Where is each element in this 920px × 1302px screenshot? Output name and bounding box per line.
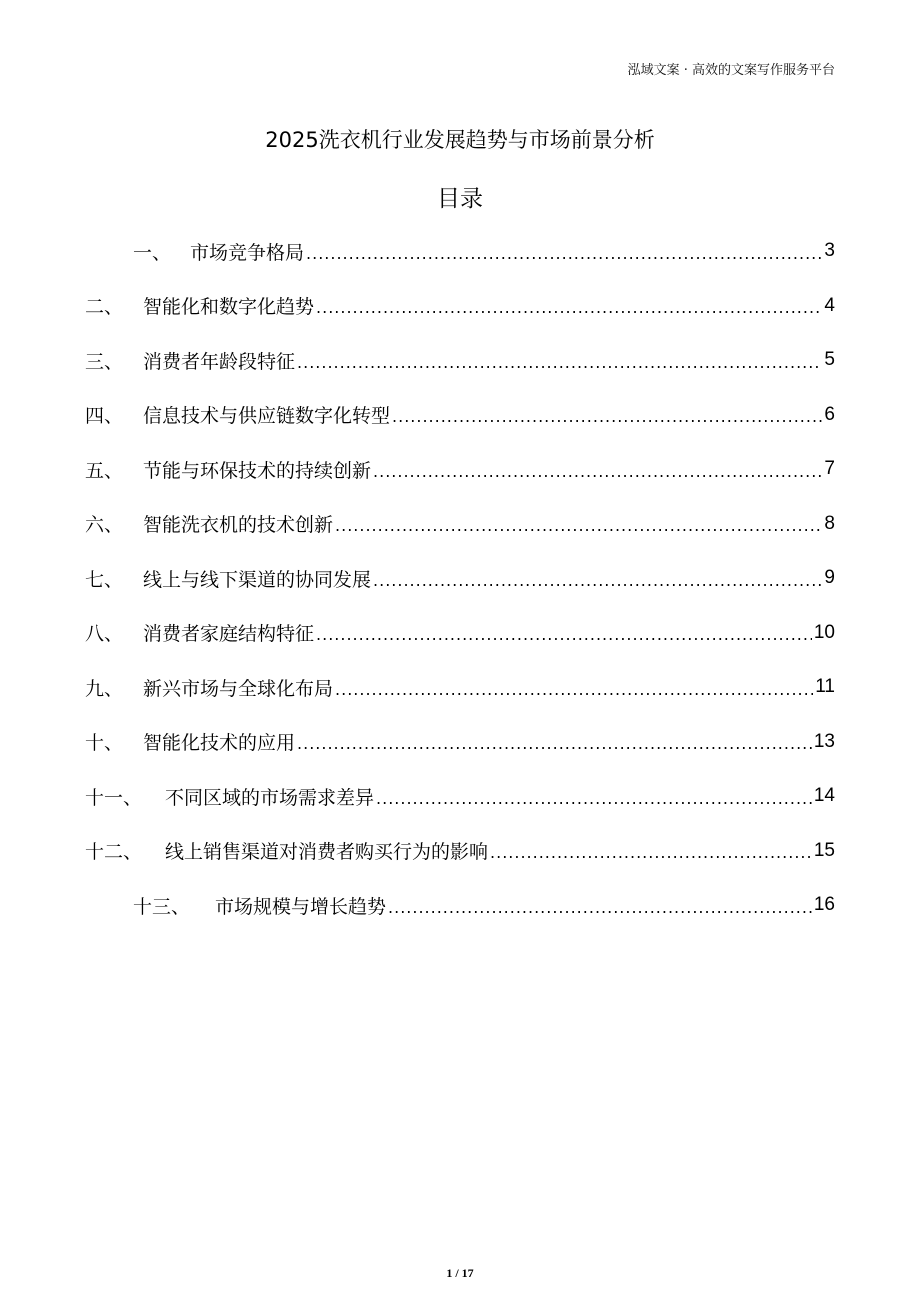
dot-leader [297, 734, 812, 753]
dot-leader [335, 680, 813, 699]
toc-entry-page: 11 [815, 676, 835, 697]
dot-leader [335, 516, 822, 535]
toc-entry-title: 新兴市场与全球化布局 [143, 677, 334, 700]
toc-entry-page: 7 [824, 458, 835, 479]
toc-entry[interactable] [133, 237, 835, 265]
toc-entry-page: 15 [813, 839, 835, 861]
toc-entry-title: 智能洗衣机的技术创新 [143, 514, 334, 536]
toc-entry-number: 六、 [85, 514, 124, 536]
toc-entry-page: 9 [824, 567, 835, 588]
toc-entry-title: 市场规模与增长趋势 [215, 895, 387, 918]
toc-entry-title: 消费者年龄段特征 [143, 350, 296, 373]
toc-entry-page: 5 [824, 349, 835, 370]
dot-leader [376, 789, 812, 808]
toc-entry[interactable] [85, 728, 835, 756]
dot-leader [316, 298, 822, 317]
toc-entry[interactable] [85, 346, 835, 374]
toc-entry[interactable] [85, 455, 835, 483]
toc-entry-number: 十、 [85, 732, 124, 754]
toc-entry[interactable] [133, 891, 835, 919]
toc-entry[interactable] [85, 673, 835, 701]
toc-entry[interactable] [85, 782, 835, 810]
toc-entry[interactable] [85, 837, 835, 865]
toc-entry-page: 10 [813, 621, 835, 643]
toc-entry-page: 6 [824, 403, 835, 425]
toc-entry-title: 不同区域的市场需求差异 [165, 786, 375, 809]
document-title: 2025洗衣机行业发展趋势与市场前景分析 [265, 128, 655, 152]
toc-entry-title: 信息技术与供应链数字化转型 [143, 405, 391, 427]
toc-entry-number: 三、 [85, 350, 124, 373]
toc-entry-page: 8 [824, 512, 835, 534]
dot-leader [392, 407, 822, 426]
dot-leader [373, 571, 822, 590]
toc-entry-number: 十三、 [133, 895, 191, 918]
toc-entry[interactable] [85, 401, 835, 429]
toc-entry-number: 十一、 [85, 786, 143, 809]
toc-entry-page: 3 [824, 240, 835, 261]
dot-leader [388, 898, 812, 917]
toc-entry-page: 14 [813, 785, 835, 806]
toc-entry-number: 七、 [85, 568, 124, 591]
toc-entry-title: 线上销售渠道对消费者购买行为的影响 [165, 841, 489, 863]
toc-entry-page: 13 [813, 730, 835, 752]
toc-entry-title: 智能化技术的应用 [143, 732, 296, 754]
toc-entry-title: 线上与线下渠道的协同发展 [143, 568, 372, 591]
toc-heading: 目录 [437, 186, 483, 212]
toc-entry[interactable] [85, 564, 835, 592]
toc-entry-number: 五、 [85, 459, 124, 482]
dot-leader [373, 462, 822, 481]
dot-leader [316, 625, 812, 644]
toc-entry-number: 一、 [133, 241, 172, 264]
toc-entry-number: 四、 [85, 405, 124, 427]
toc-entry-title: 市场竞争格局 [190, 241, 305, 264]
toc-entry-page: 16 [813, 894, 835, 915]
toc-entry-number: 九、 [85, 677, 124, 700]
toc-entry[interactable] [85, 292, 835, 320]
toc-entry-number: 十二、 [85, 841, 143, 863]
page-indicator: 1 / 17 [446, 1266, 474, 1280]
dot-leader [297, 353, 822, 372]
toc-entry-number: 二、 [85, 296, 124, 318]
toc-entry-page: 4 [824, 294, 835, 316]
toc-entry-number: 八、 [85, 623, 124, 645]
toc-entry-title: 节能与环保技术的持续创新 [143, 459, 372, 482]
toc-entry-title: 智能化和数字化趋势 [143, 296, 315, 318]
toc-entry[interactable] [85, 510, 835, 538]
toc-entry[interactable] [85, 619, 835, 647]
dot-leader [490, 843, 812, 862]
dot-leader [306, 244, 822, 263]
page-header: 泓域文案 · 高效的文案写作服务平台 [627, 63, 835, 78]
toc-entry-title: 消费者家庭结构特征 [143, 623, 315, 645]
